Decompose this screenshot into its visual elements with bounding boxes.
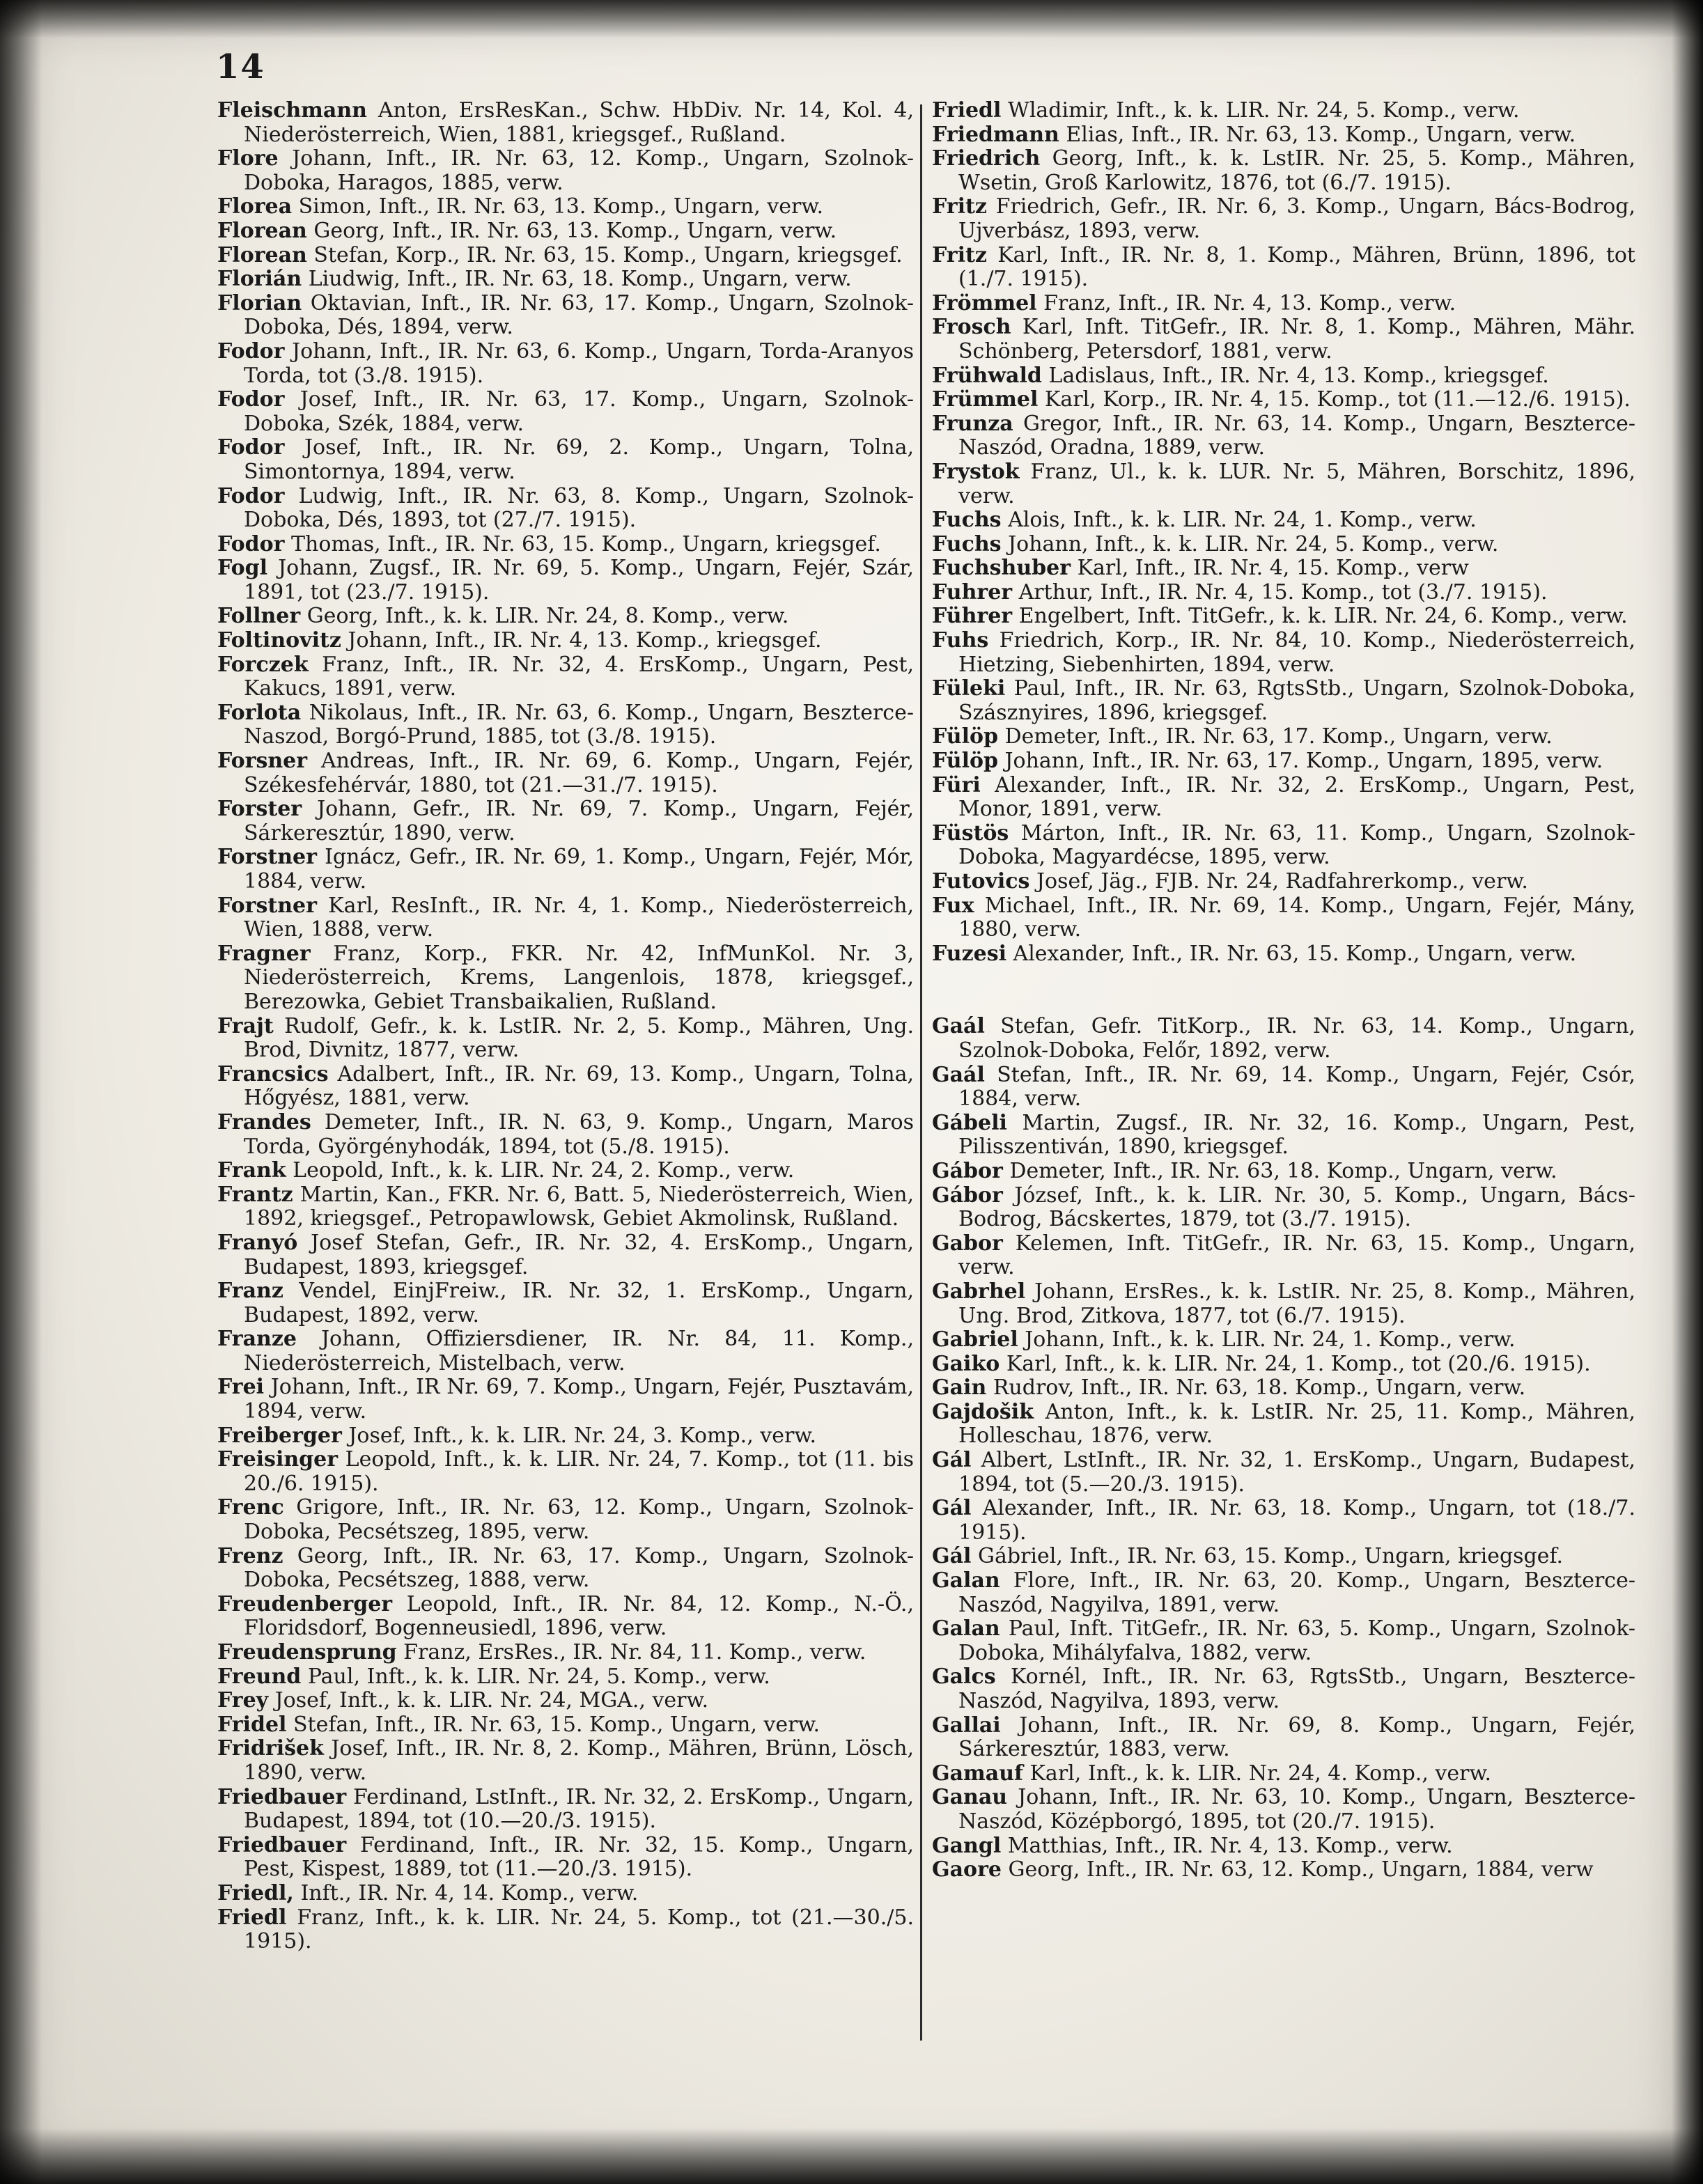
entry-details: Leopold, Inft., k. k. LIR. Nr. 24, 2. Komp., verw.: [293, 1158, 795, 1183]
list-entry: [932, 1376, 1635, 1401]
entry-details: Márton, Inft., IR. Nr. 63, 11. Komp., Ungarn, Szolnok-Doboka, Magyardécse, 1895, verw.: [958, 820, 1635, 870]
list-entry: [932, 1112, 1635, 1160]
list-entry: [932, 725, 1635, 749]
entry-details: Inft., IR. Nr. 4, 14. Komp., verw.: [300, 1880, 639, 1905]
list-entry: [932, 1569, 1635, 1617]
list-entry: [217, 1665, 914, 1690]
entry-details: Rudrov, Inft., IR. Nr. 63, 18. Komp., Ungarn, verw.: [993, 1375, 1526, 1401]
entry-details: Georg, Inft., k. k. LIR. Nr. 24, 8. Komp., verw.: [306, 604, 789, 629]
entry-surname: Fülöp: [932, 724, 998, 749]
list-entry: [217, 485, 914, 533]
entry-surname: Führer: [932, 604, 1013, 629]
entry-surname: Friedbauer: [217, 1832, 347, 1857]
entry-surname: Füstös: [932, 820, 1009, 845]
entry-details: Adalbert, Inft., IR. Nr. 69, 13. Komp., Ungarn, Tolna, Hőgyész, 1881, verw.: [244, 1061, 914, 1111]
entry-surname: Futovics: [932, 869, 1030, 894]
entry-details: Josef, Inft., k. k. LIR. Nr. 24, 3. Komp., verw.: [348, 1423, 816, 1448]
right-column: [932, 99, 1635, 1882]
list-entry: [932, 677, 1635, 725]
entry-details: Vendel, EinjFreiw., IR. Nr. 32, 1. ErsKomp., Ungarn, Budapest, 1892, verw.: [244, 1279, 914, 1327]
entry-details: József, Inft., k. k. LIR. Nr. 30, 5. Komp., Ungarn, Bács-Bodrog, Bácskertes, 1879, tot (3./7. 1915).: [958, 1183, 1635, 1232]
entry-surname: Gábeli: [932, 1110, 1007, 1135]
entry-surname: Fuzesi: [932, 941, 1006, 966]
list-entry: [932, 1015, 1635, 1063]
entry-surname: Gábor: [932, 1158, 1003, 1183]
entry-details: Alexander, Inft., IR. Nr. 63, 18. Komp., Ungarn, tot (18./7. 1915).: [958, 1496, 1635, 1545]
list-entry: [932, 1328, 1635, 1352]
list-entry: [217, 1882, 914, 1906]
list-entry: [932, 604, 1635, 629]
entry-details: Georg, Inft., IR. Nr. 63, 13. Komp., Ungarn, verw.: [313, 218, 837, 243]
section-f-continued: [932, 99, 1635, 966]
entry-details: Stefan, Inft., IR. Nr. 63, 15. Komp., Ungarn, verw.: [293, 1712, 821, 1737]
entry-details: Elias, Inft., IR. Nr. 63, 13. Komp., Ungarn, verw.: [1066, 122, 1576, 147]
list-entry: [217, 1375, 914, 1424]
entry-details: Johann, Inft., IR. Nr. 69, 8. Komp., Ungarn, Fejér, Sárkeresztúr, 1883, verw.: [958, 1713, 1635, 1762]
entry-surname: Fuchs: [932, 531, 1002, 556]
entry-details: Thomas, Inft., IR. Nr. 63, 15. Komp., Ungarn, kriegsgef.: [291, 531, 881, 556]
entry-surname: Florian: [217, 290, 302, 315]
list-entry: [932, 1352, 1635, 1377]
entry-details: Stefan, Gefr. TitKorp., IR. Nr. 63, 14. Komp., Ungarn, Szolnok-Doboka, Felőr, 1892, verw.: [958, 1014, 1635, 1063]
list-entry: [217, 629, 914, 653]
list-entry: [217, 1689, 914, 1713]
left-column: [217, 99, 914, 1954]
list-entry: [217, 1231, 914, 1279]
entry-surname: Fleischmann: [217, 98, 367, 123]
entry-details: Demeter, Inft., IR. Nr. 63, 17. Komp., Ungarn, verw.: [1004, 724, 1553, 749]
list-entry: [932, 1497, 1635, 1545]
letter-section-gap: [932, 966, 1635, 1015]
list-entry: [217, 99, 914, 147]
entry-details: Franz, Inft., IR. Nr. 4, 13. Komp., verw.: [1043, 290, 1456, 315]
list-entry: [217, 1063, 914, 1111]
entry-details: Kelemen, Inft. TitGefr., IR. Nr. 63, 15. Komp., Ungarn, verw.: [958, 1231, 1635, 1280]
list-entry: [217, 894, 914, 942]
list-entry: [932, 412, 1635, 460]
entry-surname: Friedbauer: [217, 1784, 347, 1809]
list-entry: [932, 556, 1635, 581]
entry-details: Martin, Kan., FKR. Nr. 6, Batt. 5, Niederösterreich, Wien, 1892, kriegsgef., Petropawlowsk, Gebiet Akmolinsk, Rußland.: [244, 1182, 914, 1231]
entry-surname: Frey: [217, 1688, 269, 1713]
entry-details: Paul, Inft., k. k. LIR. Nr. 24, 5. Komp., verw.: [307, 1664, 770, 1689]
entry-surname: Forlota: [217, 700, 302, 725]
list-entry: [932, 1545, 1635, 1569]
entry-surname: Fritz: [932, 194, 987, 219]
entry-surname: Fülöp: [932, 749, 998, 774]
entry-surname: Fodor: [217, 387, 285, 412]
entry-details: Rudolf, Gefr., k. k. LstIR. Nr. 2, 5. Komp., Mähren, Ung. Brod, Divnitz, 1877, verw.: [244, 1013, 914, 1063]
entry-details: Johann, Inft., k. k. LIR. Nr. 24, 1. Komp., verw.: [1025, 1327, 1516, 1352]
entry-surname: Frosch: [932, 315, 1011, 340]
entry-surname: Fridrišek: [217, 1736, 324, 1761]
entry-details: Ludwig, Inft., IR. Nr. 63, 8. Komp., Ungarn, Szolnok-Doboka, Dés, 1893, tot (27./7. 1915).: [244, 483, 914, 533]
list-entry: [217, 1496, 914, 1544]
entry-details: Karl, Inft., k. k. LIR. Nr. 24, 4. Komp., verw.: [1029, 1761, 1492, 1786]
entry-surname: Fodor: [217, 483, 285, 508]
entry-surname: Gabriel: [932, 1327, 1018, 1352]
list-entry: [932, 894, 1635, 942]
entry-surname: Gaiko: [932, 1351, 1000, 1376]
entry-details: Anton, Inft., k. k. LstIR. Nr. 25, 11. Komp., Mähren, Holleschau, 1876, verw.: [958, 1399, 1635, 1449]
list-entry: [217, 604, 914, 629]
entry-details: Alexander, Inft., IR. Nr. 32, 2. ErsKomp., Ungarn, Pest, Monor, 1891, verw.: [958, 772, 1635, 822]
list-entry: [932, 1714, 1635, 1762]
entry-details: Engelbert, Inft. TitGefr., k. k. LIR. Nr. 24, 6. Komp., verw.: [1018, 604, 1628, 629]
entry-surname: Friedrich: [932, 146, 1041, 171]
entry-details: Liudwig, Inft., IR. Nr. 63, 18. Komp., Ungarn, verw.: [308, 267, 852, 292]
entry-details: Ferdinand, Inft., IR. Nr. 32, 15. Komp., Ungarn, Pest, Kispest, 1889, tot (11.—20./3. 1915).: [244, 1832, 914, 1882]
entry-details: Josef, Jäg., FJB. Nr. 24, Radfahrerkomp., verw.: [1036, 869, 1528, 894]
list-entry: [217, 436, 914, 484]
list-entry: [932, 315, 1635, 364]
entry-surname: Galan: [932, 1568, 1000, 1593]
list-entry: [217, 219, 914, 244]
section-g: [932, 1015, 1635, 1882]
list-entry: [932, 244, 1635, 292]
list-entry: [932, 774, 1635, 822]
list-entry: [217, 1906, 914, 1954]
list-entry: [932, 1786, 1635, 1834]
entry-details: Georg, Inft., k. k. LstIR. Nr. 25, 5. Komp., Mähren, Wsetin, Groß Karlowitz, 1876, tot (6./7. 1915).: [958, 146, 1635, 195]
list-entry: [932, 1449, 1635, 1497]
entry-surname: Frenc: [217, 1495, 284, 1520]
list-entry: [217, 1641, 914, 1665]
entry-surname: Frühwald: [932, 363, 1042, 388]
list-entry: [932, 123, 1635, 148]
entry-details: Franz, Inft., IR. Nr. 32, 4. ErsKomp., Ungarn, Pest, Kakucs, 1891, verw.: [244, 652, 914, 701]
entry-details: Grigore, Inft., IR. Nr. 63, 12. Komp., Ungarn, Szolnok-Doboka, Pecsétszeg, 1895, verw.: [244, 1495, 914, 1545]
list-entry: [932, 581, 1635, 605]
entry-details: Johann, Inft., IR. Nr. 63, 10. Komp., Ungarn, Beszterce-Naszód, Középborgó, 1895, tot (20./7. 1915).: [958, 1785, 1635, 1834]
list-entry: [932, 1232, 1635, 1280]
entry-details: Stefan, Inft., IR. Nr. 69, 14. Komp., Ungarn, Fejér, Csór, 1884, verw.: [958, 1062, 1635, 1112]
list-entry: [932, 1665, 1635, 1713]
scan-shadow-top: [0, 0, 1703, 38]
list-entry: [932, 99, 1635, 123]
entry-surname: Frunza: [932, 411, 1013, 436]
list-entry: [217, 653, 914, 701]
entry-details: Anton, ErsResKan., Schw. HbDiv. Nr. 14, Kol. 4, Niederösterreich, Wien, 1881, kriegsgef., Rußland.: [244, 98, 914, 147]
entry-surname: Fux: [932, 893, 974, 918]
list-entry: [217, 388, 914, 436]
entry-surname: Franyó: [217, 1230, 298, 1255]
entry-details: Arthur, Inft., IR. Nr. 4, 15. Komp., tot (3./7. 1915).: [1018, 579, 1548, 604]
entry-details: Alois, Inft., k. k. LIR. Nr. 24, 1. Komp., verw.: [1008, 508, 1477, 533]
entry-surname: Flore: [217, 146, 279, 171]
entry-details: Alexander, Inft., IR. Nr. 63, 15. Komp., Ungarn, verw.: [1013, 941, 1577, 966]
list-entry: [217, 942, 914, 1015]
list-entry: [217, 340, 914, 388]
entry-details: Johann, Inft., IR. Nr. 63, 6. Komp., Ungarn, Torda-Aranyos Torda, tot (3./8. 1915).: [244, 338, 914, 388]
entry-surname: Gabor: [932, 1231, 1003, 1256]
entry-surname: Freudensprung: [217, 1640, 397, 1664]
entry-details: Friedrich, Korp., IR. Nr. 84, 10. Komp., Niederösterreich, Hietzing, Siebenhirten, 1894, verw.: [958, 628, 1636, 677]
entry-surname: Gabrhel: [932, 1279, 1026, 1304]
scan-shadow-right: [1672, 0, 1703, 2184]
list-entry: [217, 749, 914, 797]
list-entry: [217, 195, 914, 219]
list-entry: [217, 797, 914, 845]
entry-surname: Freund: [217, 1664, 302, 1689]
entry-surname: Forczek: [217, 652, 309, 677]
list-entry: [217, 533, 914, 557]
list-entry: [217, 1183, 914, 1231]
list-entry: [932, 147, 1635, 195]
entry-surname: Fragner: [217, 941, 311, 966]
entry-surname: Frenz: [217, 1543, 283, 1568]
entry-surname: Frandes: [217, 1109, 311, 1134]
scan-shadow-left: [0, 0, 42, 2184]
entry-surname: Gangl: [932, 1833, 1002, 1858]
entry-surname: Gajdošik: [932, 1399, 1034, 1424]
list-entry: [217, 1327, 914, 1375]
list-entry: [217, 1111, 914, 1159]
list-entry: [932, 822, 1635, 870]
entry-surname: Forstner: [217, 845, 317, 870]
entry-details: Flore, Inft., IR. Nr. 63, 20. Komp., Ungarn, Beszterce-Naszód, Nagyilva, 1891, verw.: [958, 1568, 1635, 1617]
entry-details: Wladimir, Inft., k. k. LIR. Nr. 24, 5. Komp., verw.: [1007, 98, 1520, 123]
entry-details: Karl, Inft., IR. Nr. 8, 1. Komp., Mähren, Brünn, 1896, tot (1./7. 1915).: [958, 242, 1635, 292]
entry-surname: Fuhrer: [932, 579, 1013, 604]
entry-surname: Francsics: [217, 1061, 329, 1086]
list-entry: [932, 629, 1635, 677]
entry-details: Johann, Offiziersdiener, IR. Nr. 84, 11. Komp., Niederösterreich, Mistelbach, verw.: [244, 1327, 914, 1375]
entry-surname: Friedmann: [932, 122, 1059, 147]
list-entry: [932, 292, 1635, 316]
list-entry: [217, 1786, 914, 1834]
scan-shadow-bottom: [0, 2128, 1703, 2184]
entry-details: Franz, Inft., k. k. LIR. Nr. 24, 5. Komp., tot (21.—30./5. 1915).: [244, 1905, 914, 1954]
entry-details: Karl, Inft. TitGefr., IR. Nr. 8, 1. Komp., Mähren, Mähr. Schönberg, Petersdorf, 1881, verw.: [958, 315, 1636, 364]
entry-details: Georg, Inft., IR. Nr. 63, 12. Komp., Ungarn, 1884, verw: [1008, 1857, 1594, 1882]
entry-surname: Frank: [217, 1158, 286, 1183]
list-entry: [932, 1762, 1635, 1786]
entry-surname: Forster: [217, 797, 302, 822]
entry-surname: Florean: [217, 242, 307, 267]
entry-surname: Franze: [217, 1327, 297, 1352]
list-entry: [932, 749, 1635, 774]
entry-surname: Frystok: [932, 459, 1020, 484]
page-number: 14: [216, 47, 265, 86]
entry-surname: Freisinger: [217, 1447, 339, 1472]
entry-surname: Fodor: [217, 531, 285, 556]
entry-details: Johann, Inft., IR. Nr. 4, 13. Komp., kriegsgef.: [348, 628, 822, 653]
entry-surname: Fritz: [932, 242, 987, 267]
entry-surname: Gál: [932, 1448, 972, 1473]
entry-details: Stefan, Korp., IR. Nr. 63, 15. Komp., Ungarn, kriegsgef.: [313, 242, 903, 267]
list-entry: [217, 556, 914, 604]
list-entry: [217, 1593, 914, 1641]
entry-surname: Füri: [932, 772, 981, 797]
list-entry: [932, 942, 1635, 967]
entry-details: Paul, Inft., IR. Nr. 63, RgtsStb., Ungarn, Szolnok-Doboka, Szásznyires, 1896, kriegsgef.: [958, 676, 1635, 725]
entry-details: Michael, Inft., IR. Nr. 69, 14. Komp., Ungarn, Fejér, Mány, 1880, verw.: [958, 893, 1635, 942]
entry-surname: Galcs: [932, 1664, 996, 1690]
entry-details: Ignácz, Gefr., IR. Nr. 69, 1. Komp., Ungarn, Fejér, Mór, 1884, verw.: [244, 845, 914, 894]
entry-surname: Frajt: [217, 1013, 274, 1038]
list-entry: [932, 1063, 1635, 1112]
list-entry: [932, 1401, 1635, 1449]
entry-details: Andreas, Inft., IR. Nr. 69, 6. Komp., Ungarn, Fejér, Székesfehérvár, 1880, tot (21.—31./7. 1915).: [244, 749, 914, 797]
list-entry: [217, 701, 914, 749]
entry-surname: Fuchshuber: [932, 556, 1071, 581]
entry-surname: Gábor: [932, 1183, 1003, 1208]
list-entry: [217, 147, 914, 195]
entry-details: Gábriel, Inft., IR. Nr. 63, 15. Komp., Ungarn, kriegsgef.: [978, 1544, 1564, 1569]
entry-surname: Fuchs: [932, 508, 1002, 533]
entry-details: Franz, ErsRes., IR. Nr. 84, 11. Komp., verw.: [403, 1640, 866, 1664]
list-entry: [932, 1160, 1635, 1184]
entry-surname: Florea: [217, 194, 293, 219]
entry-surname: Florean: [217, 218, 307, 243]
list-entry: [932, 388, 1635, 412]
entry-details: Demeter, Inft., IR. Nr. 63, 18. Komp., Ungarn, verw.: [1009, 1158, 1557, 1183]
entry-details: Karl, Inft., k. k. LIR. Nr. 24, 1. Komp., tot (20./6. 1915).: [1006, 1351, 1591, 1376]
entry-surname: Gál: [932, 1496, 972, 1521]
entry-details: Martin, Zugsf., IR. Nr. 32, 16. Komp., Ungarn, Pest, Pilisszentiván, 1890, kriegsgef.: [958, 1110, 1636, 1160]
entry-surname: Füleki: [932, 676, 1006, 701]
entry-details: Albert, LstInft., IR. Nr. 32, 1. ErsKomp., Ungarn, Budapest, 1894, tot (5.—20./3. 1915).: [958, 1448, 1635, 1497]
list-entry: [217, 292, 914, 340]
entry-details: Ferdinand, LstInft., IR. Nr. 32, 2. ErsKomp., Ungarn, Budapest, 1894, tot (10.—20./3. 1915).: [244, 1784, 914, 1834]
list-entry: [217, 244, 914, 268]
entry-surname: Gaál: [932, 1014, 985, 1039]
entry-details: Franz, Ul., k. k. LUR. Nr. 5, Mähren, Borschitz, 1896, verw.: [958, 459, 1635, 508]
entry-details: Johann, Inft., IR. Nr. 63, 17. Komp., Ungarn, 1895, verw.: [1004, 749, 1603, 774]
entry-surname: Freudenberger: [217, 1591, 393, 1616]
entry-surname: Frei: [217, 1375, 265, 1400]
list-entry: [217, 1015, 914, 1063]
entry-surname: Fuhs: [932, 628, 989, 653]
list-entry: [217, 1713, 914, 1738]
entry-details: Karl, Korp., IR. Nr. 4, 15. Komp., tot (11.—12./6. 1915).: [1044, 387, 1631, 412]
entry-surname: Ganau: [932, 1785, 1008, 1810]
entry-details: Paul, Inft. TitGefr., IR. Nr. 63, 5. Komp., Ungarn, Szolnok-Doboka, Mihályfalva, 1882, verw.: [958, 1616, 1635, 1665]
list-entry: [217, 1834, 914, 1882]
list-entry: [217, 1545, 914, 1593]
entry-details: Leopold, Inft., k. k. LIR. Nr. 24, 7. Komp., tot (11. bis 20./6. 1915).: [244, 1447, 914, 1496]
list-entry: [932, 870, 1635, 894]
list-entry: [932, 508, 1635, 533]
entry-surname: Gamauf: [932, 1761, 1023, 1786]
list-entry: [932, 364, 1635, 389]
entry-details: Josef, Inft., IR. Nr. 63, 17. Komp., Ungarn, Szolnok-Doboka, Szék, 1884, verw.: [244, 387, 914, 436]
entry-details: Nikolaus, Inft., IR. Nr. 63, 6. Komp., Ungarn, Beszterce-Naszod, Borgó-Prund, 1885, tot (3./8. 1915).: [244, 700, 914, 749]
entry-surname: Gaore: [932, 1857, 1002, 1882]
entry-surname: Frantz: [217, 1182, 293, 1207]
entry-details: Franz, Korp., FKR. Nr. 42, InfMunKol. Nr. 3, Niederösterreich, Krems, Langenlois, 1878, kriegsgef., Berezowka, Gebiet Transbaikalien, Rußland.: [244, 941, 914, 1014]
entry-details: Johann, Inft., k. k. LIR. Nr. 24, 5. Komp., verw.: [1008, 531, 1499, 556]
entry-surname: Forsner: [217, 749, 308, 774]
entry-details: Demeter, Inft., IR. N. 63, 9. Komp., Ungarn, Maros Torda, Györgényhodák, 1894, tot (5./8. 1915).: [244, 1109, 914, 1159]
list-entry: [217, 1448, 914, 1496]
entry-details: Johann, ErsRes., k. k. LstIR. Nr. 25, 8. Komp., Mähren, Ung. Brod, Zitkova, 1877, tot (6./7. 1915).: [958, 1279, 1635, 1328]
entry-surname: Freiberger: [217, 1423, 342, 1448]
entry-details: Gregor, Inft., IR. Nr. 63, 14. Komp., Ungarn, Beszterce-Naszód, Oradna, 1889, verw.: [958, 411, 1635, 460]
entry-details: Karl, Inft., IR. Nr. 4, 15. Komp., verw: [1077, 556, 1469, 581]
list-entry: [932, 195, 1635, 243]
entry-surname: Frömmel: [932, 290, 1037, 315]
entry-details: Josef, Inft., IR. Nr. 8, 2. Komp., Mähren, Brünn, Lösch, 1890, verw.: [244, 1736, 914, 1785]
entry-surname: Gallai: [932, 1713, 1001, 1738]
entry-surname: Friedl: [217, 1905, 287, 1930]
entry-details: Ladislaus, Inft., IR. Nr. 4, 13. Komp., kriegsgef.: [1048, 363, 1549, 388]
entry-details: Matthias, Inft., IR. Nr. 4, 13. Komp., verw.: [1007, 1833, 1453, 1858]
entry-details: Josef, Inft., k. k. LIR. Nr. 24, MGA., verw.: [274, 1688, 709, 1713]
list-entry: [217, 1424, 914, 1449]
entry-details: Georg, Inft., IR. Nr. 63, 17. Komp., Ungarn, Szolnok-Doboka, Pecsétszeg, 1888, verw.: [244, 1543, 914, 1593]
entry-surname: Gaál: [932, 1062, 985, 1087]
entry-surname: Franz: [217, 1279, 283, 1304]
entry-surname: Florián: [217, 267, 302, 292]
entry-surname: Frümmel: [932, 387, 1039, 412]
entry-details: Kornél, Inft., IR. Nr. 63, RgtsStb., Ungarn, Beszterce-Naszód, Nagyilva, 1893, verw.: [958, 1664, 1635, 1713]
entry-surname: Follner: [217, 604, 301, 629]
list-entry: [932, 1280, 1635, 1328]
list-entry: [932, 1617, 1635, 1665]
entry-surname: Forstner: [217, 893, 317, 918]
list-entry: [217, 845, 914, 894]
list-entry: [932, 460, 1635, 508]
entry-surname: Friedl: [932, 98, 1002, 123]
list-entry: [932, 1184, 1635, 1232]
entry-details: Johann, Inft., IR. Nr. 63, 12. Komp., Ungarn, Szolnok-Doboka, Haragos, 1885, verw.: [244, 146, 914, 195]
entry-details: Oktavian, Inft., IR. Nr. 63, 17. Komp., Ungarn, Szolnok-Doboka, Dés, 1894, verw.: [244, 290, 914, 340]
entry-details: Karl, ResInft., IR. Nr. 4, 1. Komp., Niederösterreich, Wien, 1888, verw.: [244, 893, 914, 942]
column-divider: [920, 104, 922, 2041]
entry-details: Johann, Gefr., IR. Nr. 69, 7. Komp., Ungarn, Fejér, Sárkeresztúr, 1890, verw.: [244, 797, 914, 845]
list-entry: [932, 1858, 1635, 1882]
entry-details: Friedrich, Gefr., IR. Nr. 6, 3. Komp., Ungarn, Bács-Bodrog, Ujverbász, 1893, verw.: [958, 194, 1635, 243]
entry-surname: Gál: [932, 1544, 972, 1569]
entry-surname: Fridel: [217, 1712, 287, 1737]
entry-details: Leopold, Inft., IR. Nr. 84, 12. Komp., N.-Ö., Floridsdorf, Bogenneusiedl, 1896, verw.: [244, 1591, 914, 1641]
entry-surname: Fodor: [217, 338, 285, 364]
entry-details: Josef, Inft., IR. Nr. 69, 2. Komp., Ungarn, Tolna, Simontornya, 1894, verw.: [244, 435, 914, 484]
entry-details: Johann, Zugsf., IR. Nr. 69, 5. Komp., Ungarn, Fejér, Szár, 1891, tot (23./7. 1915).: [244, 556, 915, 604]
list-entry: [217, 1737, 914, 1785]
list-entry: [932, 1834, 1635, 1859]
entry-surname: Fogl: [217, 556, 268, 581]
list-entry: [932, 533, 1635, 557]
entry-surname: Foltinovitz: [217, 628, 341, 653]
list-entry: [217, 1279, 914, 1327]
entry-surname: Gain: [932, 1375, 987, 1401]
list-entry: [217, 267, 914, 292]
entry-details: Simon, Inft., IR. Nr. 63, 13. Komp., Ungarn, verw.: [298, 194, 824, 219]
entry-details: Johann, Inft., IR Nr. 69, 7. Komp., Ungarn, Fejér, Pusztavám, 1894, verw.: [244, 1375, 914, 1424]
list-entry: [217, 1159, 914, 1183]
entry-details: Josef Stefan, Gefr., IR. Nr. 32, 4. ErsKomp., Ungarn, Budapest, 1893, kriegsgef.: [244, 1230, 914, 1279]
entry-surname: Friedl,: [217, 1880, 294, 1905]
entry-surname: Fodor: [217, 435, 285, 460]
entry-surname: Galan: [932, 1616, 1000, 1641]
